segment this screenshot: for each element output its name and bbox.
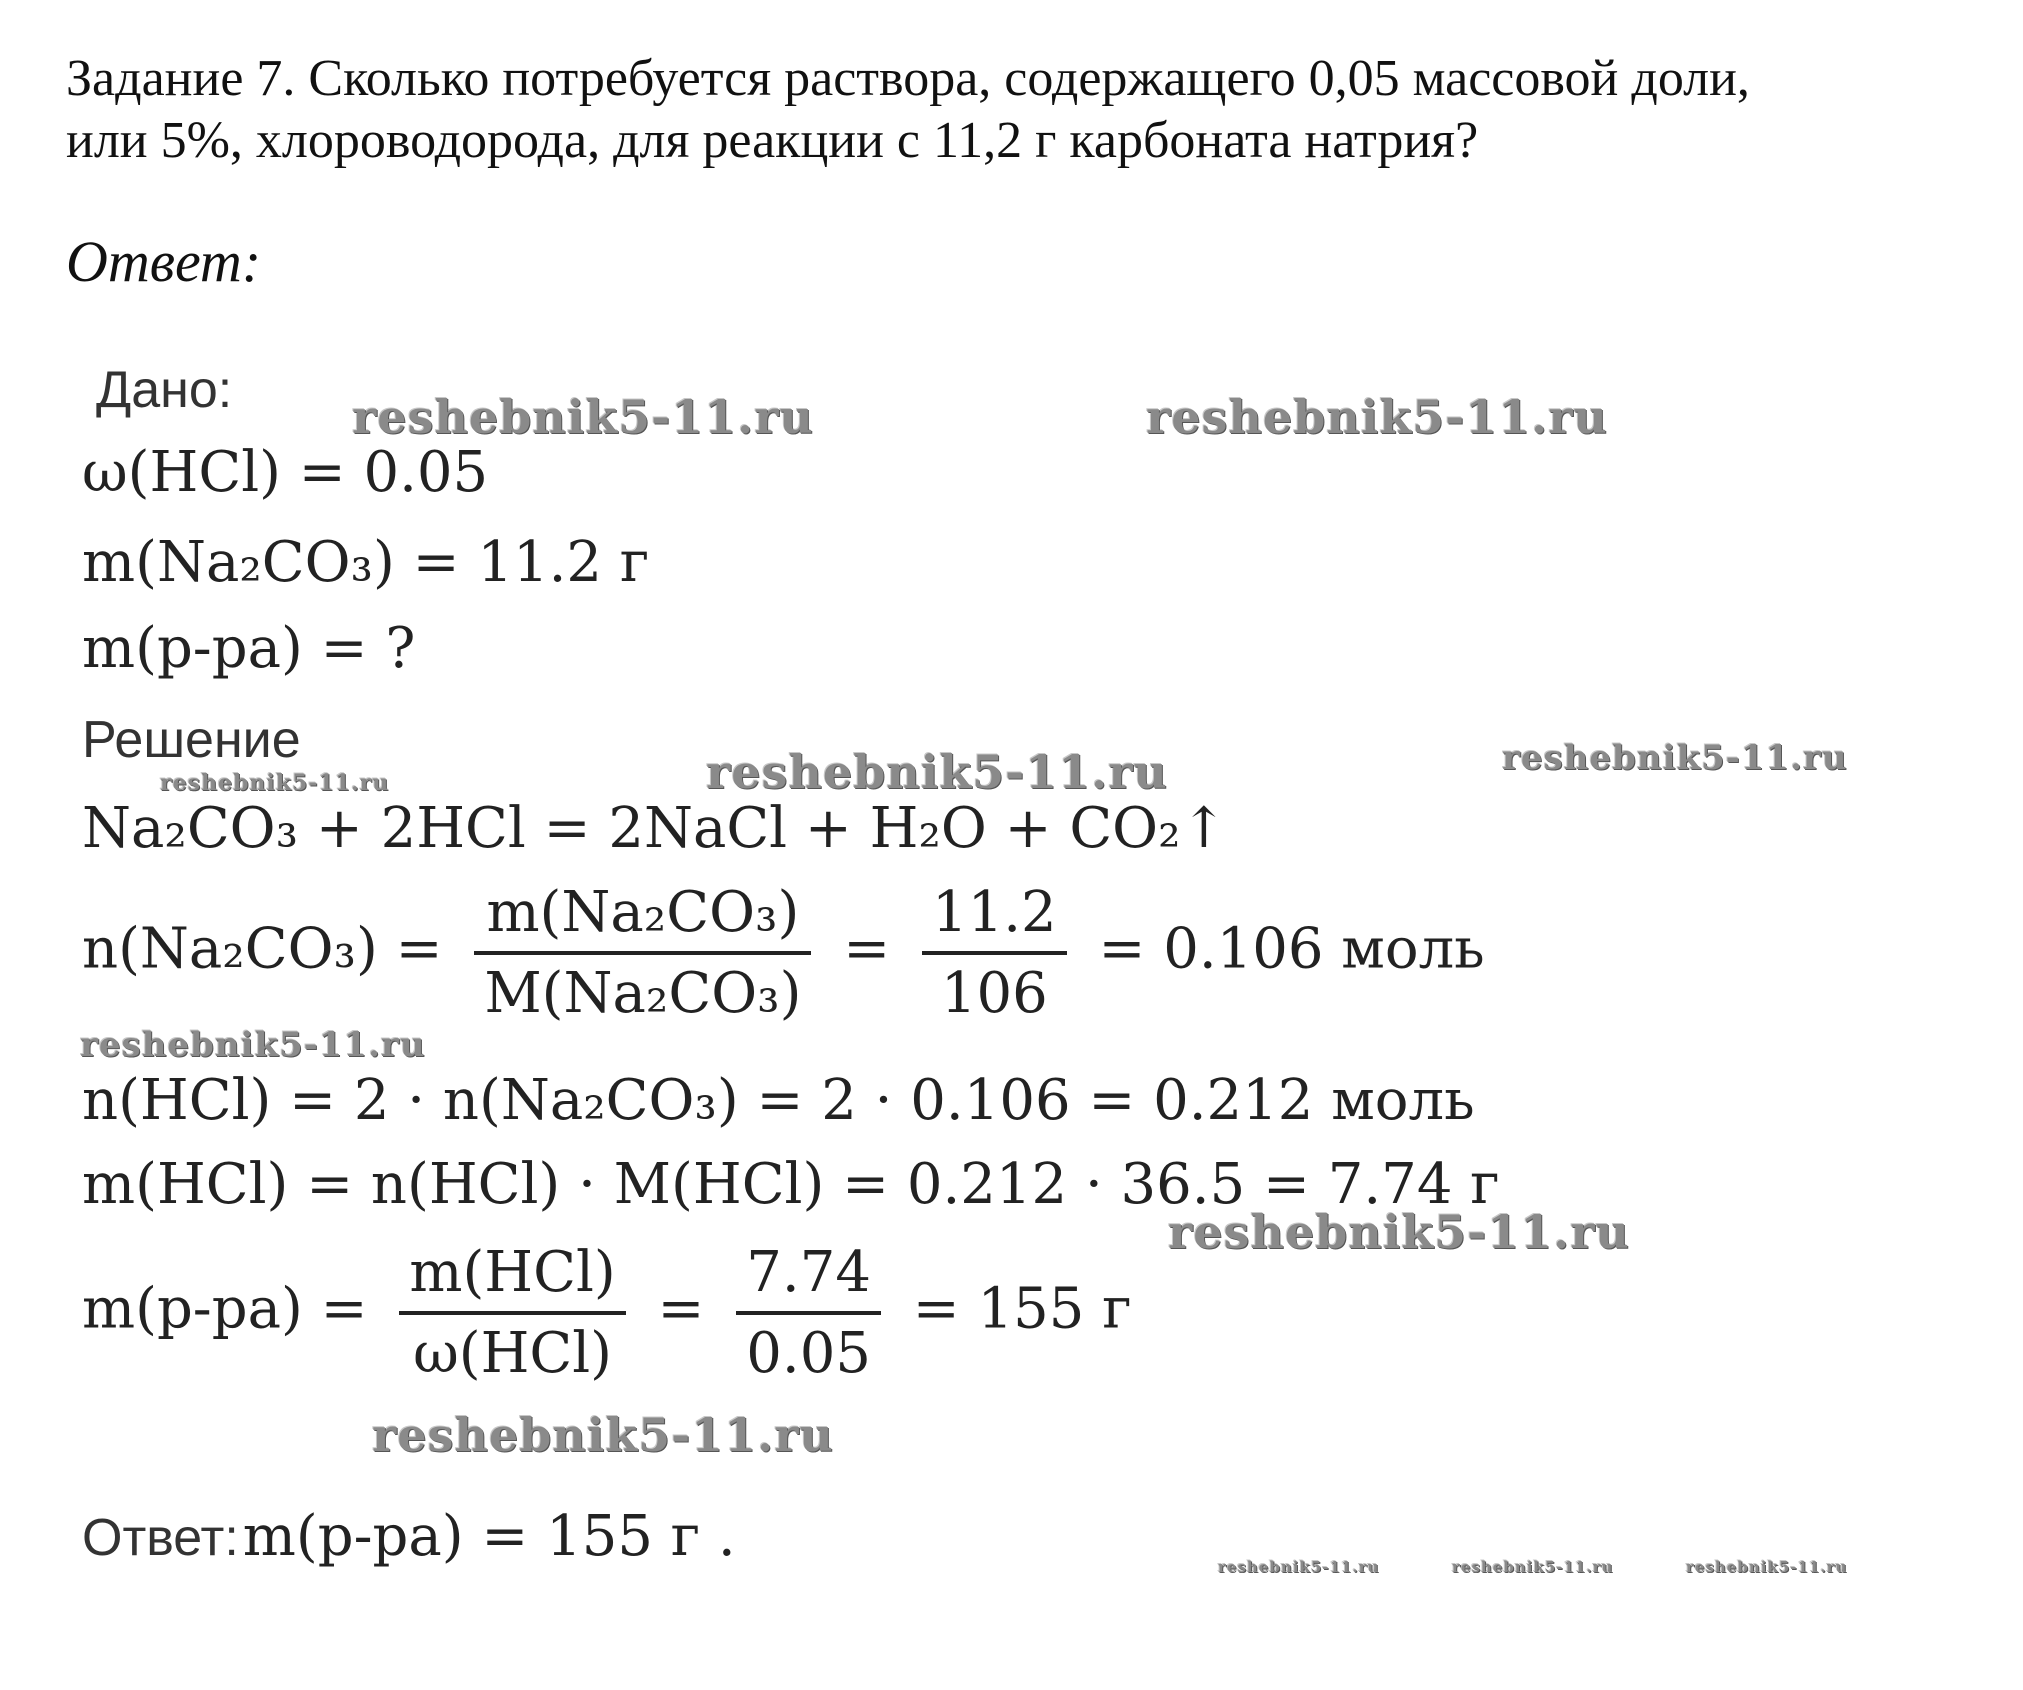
watermark-logo: reshebnik5-11.ru	[1168, 1205, 1630, 1259]
watermark-logo: reshebnik5-11.ru	[160, 770, 390, 796]
task-line-2: или 5%, хлороводорода, для реакции с 11,2 г карбоната натрия?	[66, 112, 1479, 169]
fraction-numerator: m(Na₂CO₃)	[474, 880, 811, 955]
watermark-logo: reshebnik5-11.ru	[1452, 1558, 1614, 1576]
n-hcl-equation: n(HCl) = 2 · n(Na₂CO₃) = 2 · 0.106 = 0.212 моль	[82, 1068, 1475, 1133]
fraction-numerator: 11.2	[922, 880, 1067, 955]
equals-sign: =	[657, 1276, 705, 1342]
equals-sign: =	[843, 916, 891, 982]
reaction-equation: Na₂CO₃ + 2HCl = 2NaCl + H₂O + CO₂↑	[82, 796, 1228, 861]
fraction-denominator: ω(HCl)	[413, 1321, 613, 1386]
n-na2co3-lhs: n(Na₂CO₃) =	[82, 916, 443, 982]
watermark-logo: reshebnik5-11.ru	[352, 390, 814, 444]
watermark-logo: reshebnik5-11.ru	[1218, 1558, 1380, 1576]
solution-label: Решение	[82, 711, 301, 769]
fraction-values	[922, 880, 1067, 1026]
final-answer-value: m(р-ра) = 155 г .	[242, 1504, 736, 1569]
m-solution-result: = 155 г	[912, 1276, 1132, 1342]
watermark-logo: reshebnik5-11.ru	[1686, 1558, 1848, 1576]
fraction-mass-over-molar	[474, 880, 811, 1026]
given-omega-hcl: ω(HCl) = 0.05	[82, 440, 489, 505]
given-label: Дано:	[96, 361, 233, 419]
watermark-logo: reshebnik5-11.ru	[1146, 390, 1608, 444]
m-solution-equation	[82, 1240, 1132, 1386]
watermark-logo: reshebnik5-11.ru	[80, 1025, 426, 1065]
given-mass-na2co3: m(Na₂CO₃) = 11.2 г	[82, 530, 650, 595]
m-hcl-equation: m(HCl) = n(HCl) · M(HCl) = 0.212 · 36.5 = 7.74 г	[82, 1152, 1500, 1217]
final-answer-label: Ответ:	[82, 1509, 239, 1567]
fraction-mass-over-omega	[399, 1240, 625, 1386]
fraction-numerator: 7.74	[736, 1240, 881, 1315]
given-mass-solution: m(р-ра) = ?	[82, 616, 416, 681]
n-na2co3-equation	[82, 880, 1485, 1026]
task-statement	[66, 48, 1750, 172]
fraction-values	[736, 1240, 881, 1386]
fraction-denominator: 106	[940, 961, 1048, 1026]
watermark-logo: reshebnik5-11.ru	[372, 1408, 834, 1462]
n-na2co3-result: = 0.106 моль	[1098, 916, 1485, 982]
fraction-numerator: m(HCl)	[399, 1240, 625, 1315]
task-line-1: Задание 7. Сколько потребуется раствора, содержащего 0,05 массовой доли,	[66, 50, 1750, 107]
final-answer	[82, 1504, 736, 1569]
watermark-logo: reshebnik5-11.ru	[706, 745, 1168, 799]
answer-heading: Ответ:	[66, 229, 262, 294]
fraction-denominator: M(Na₂CO₃)	[484, 961, 802, 1026]
m-solution-lhs: m(р-ра) =	[82, 1276, 368, 1342]
fraction-denominator: 0.05	[746, 1321, 871, 1386]
watermark-logo: reshebnik5-11.ru	[1502, 738, 1848, 778]
